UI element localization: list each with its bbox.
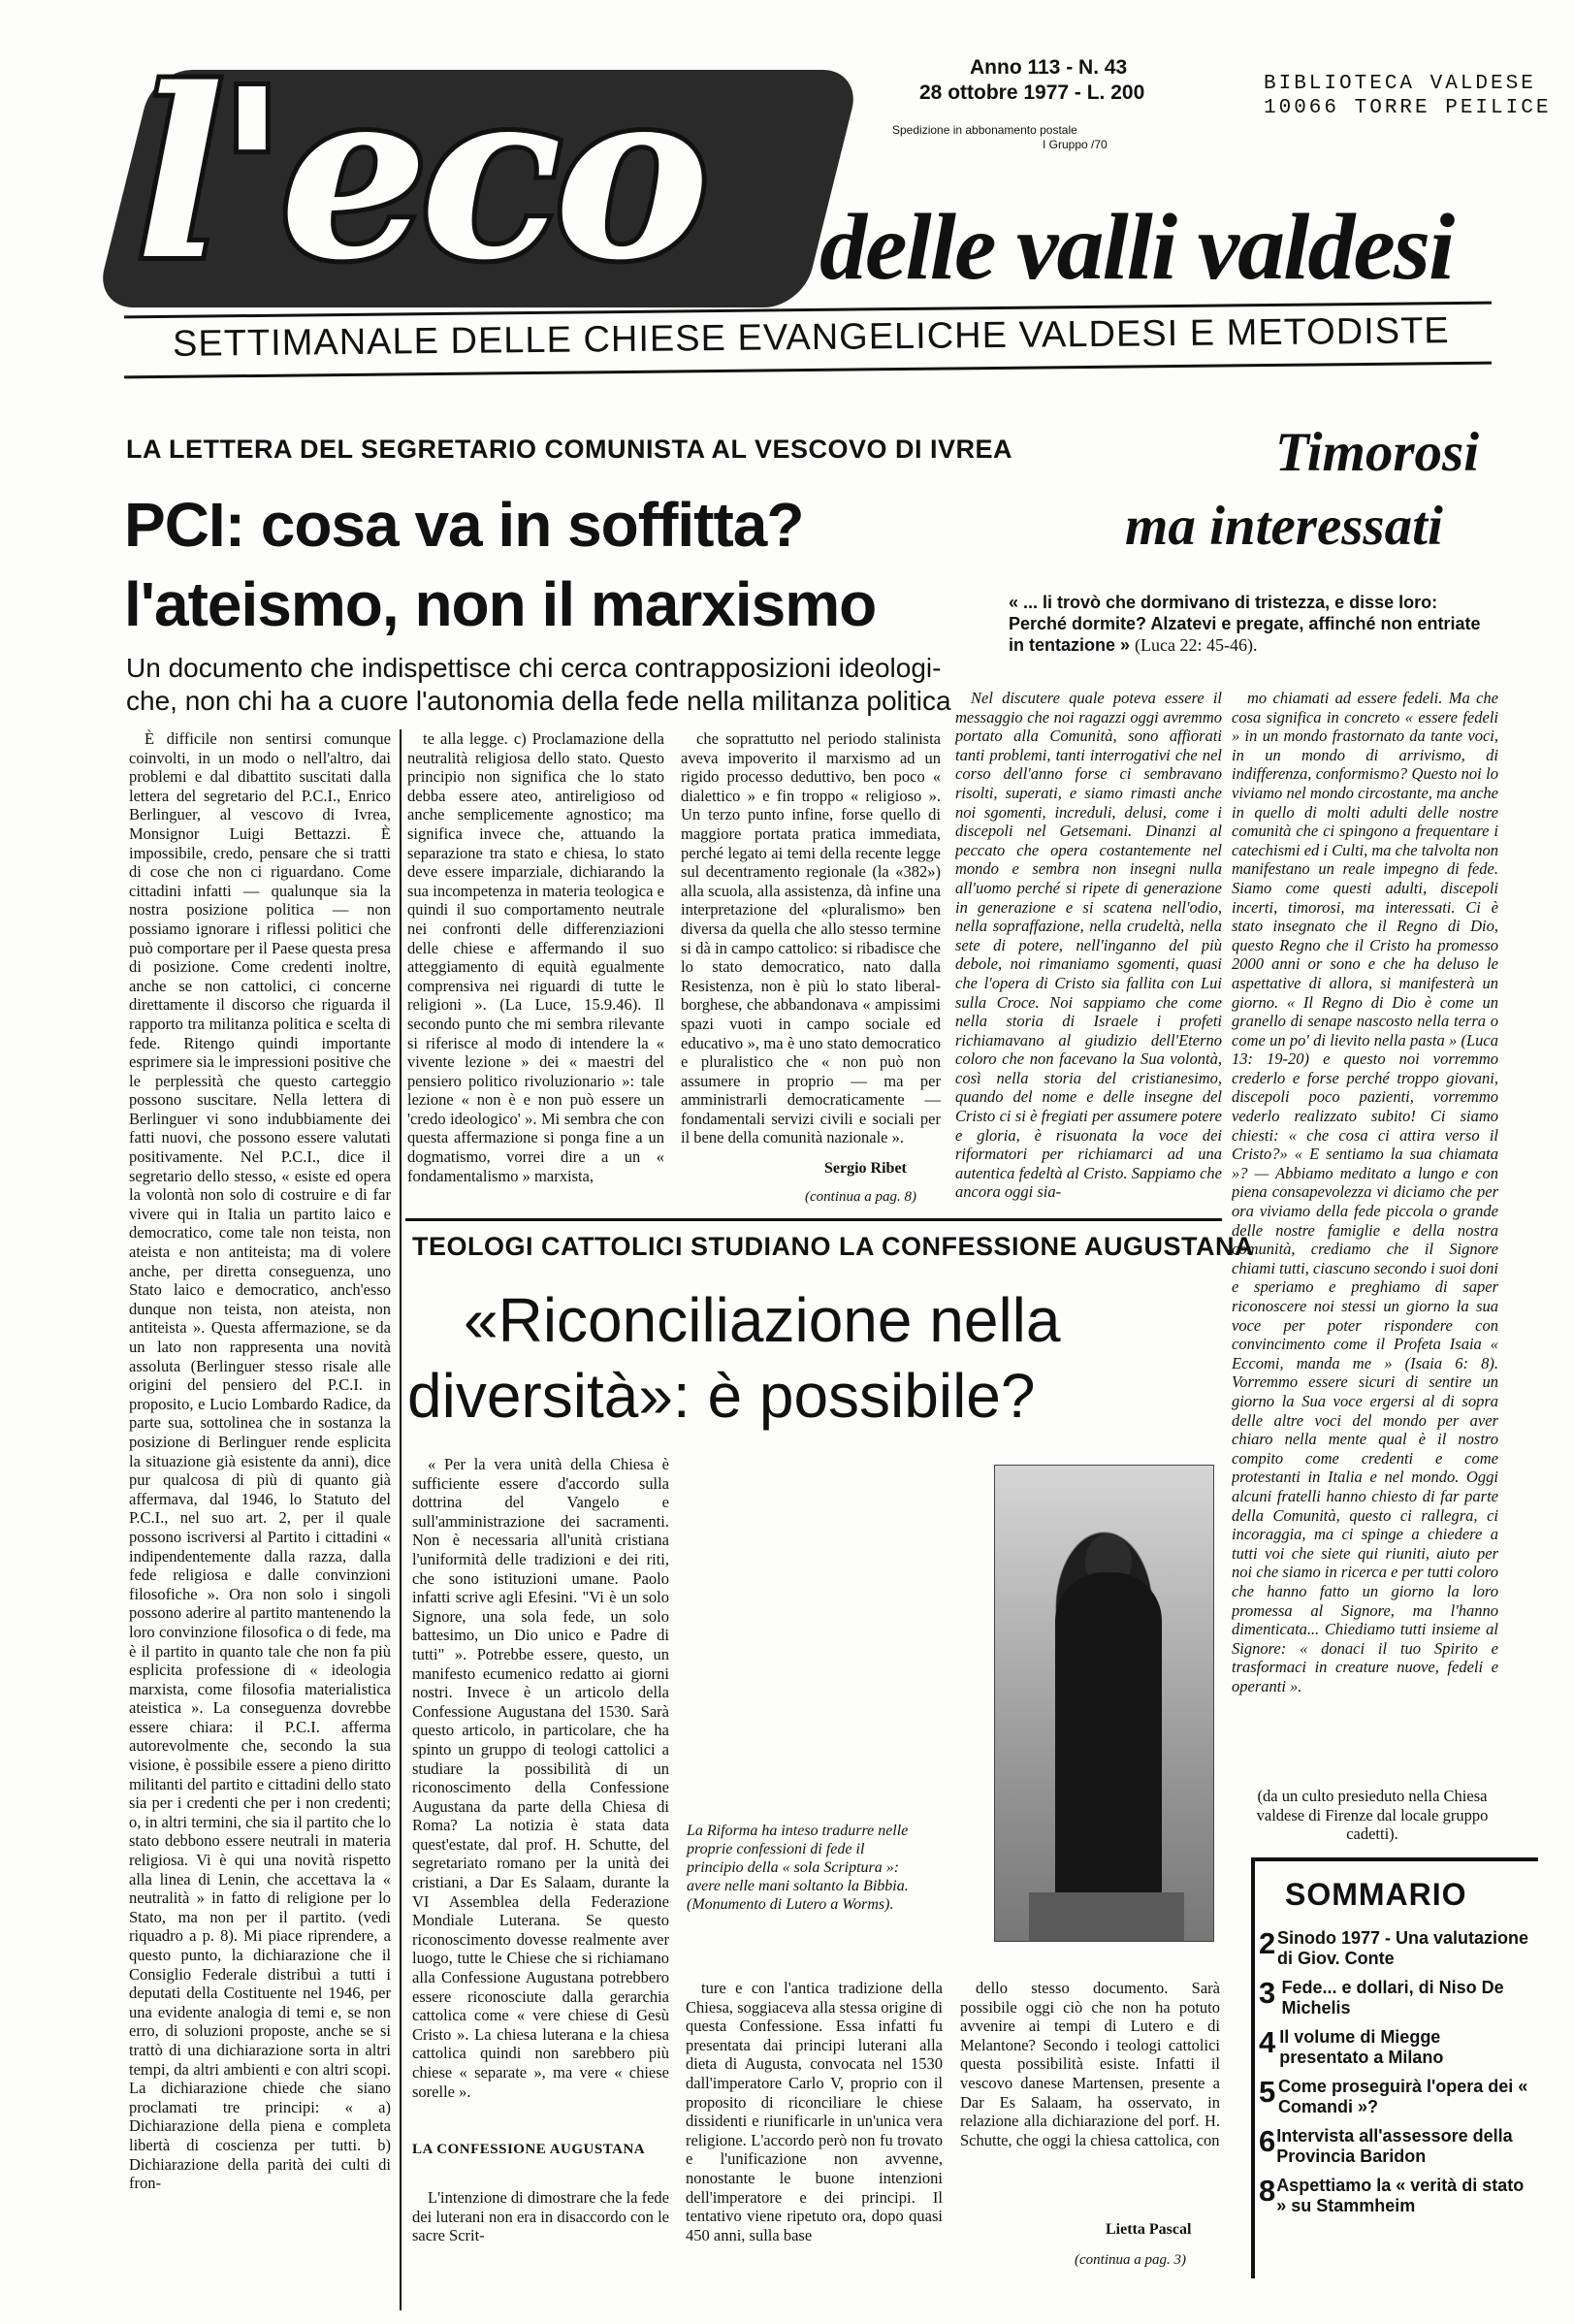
sommario-item[interactable] [1259,2077,1530,2117]
article2-subhead: LA CONFESSIONE AUGUSTANA [412,2142,646,2157]
sommario-item-text: Intervista all'assessore della Provincia Baridon [1276,2126,1513,2166]
article1-column3 [681,729,941,1148]
article2-headline-line1: «Riconciliazione nella [464,1285,1061,1355]
sommario-page-number: 6 [1259,2124,1276,2158]
editorial-title-line1: Timorosi [1275,422,1480,483]
article1-continued: (continua a pag. 8) [805,1189,916,1205]
sommario-item[interactable] [1259,2027,1530,2068]
article1-signature: Sergio Ribet [824,1160,907,1177]
article2-column3 [960,1979,1220,2211]
library-stamp-line2: 10066 TORRE PEILICE [1264,97,1552,119]
article1-column1 [129,729,391,2310]
article2-signature: Lietta Pascal [1106,2221,1192,2238]
article1-column2 [407,729,664,1210]
sommario-item-text: Fede... e dollari, di Niso De Michelis [1281,1978,1504,2017]
editorial-epigraph-text: « ... li trovò che dormivano di tristezza, e disse loro: Perché dormite? Alzatevi e pregate, affinché non entriate in tentazione » [1009,593,1481,655]
editorial-epigraph-ref: (Luca 22: 45-46). [1135,635,1258,655]
photo-caption: La Riforma ha inteso tradurre nelle proprie confessioni di fede il principio della « sola Scriptura »: avere nelle mani soltanto la Bibbia. (Monumento di Lutero a Worms). [687,1823,909,1913]
sommario-item[interactable] [1259,2126,1530,2167]
article2-column1-text: « Per la vera unità della Chiesa è sufficiente essere d'accordo sulla dottrina del Vangelo e sull'amministrazione dei sacramenti. Non è necessaria all'unità cristiana l'uniformità delle tradizioni e dei riti, che sono istituzioni umane. Paolo infatti scrive agli Efesini. "Vi è un solo Signore, una sola fede, un solo battesimo, un Dio unico e Padre di tutti" ». Potrebbe essere, questo, un manifesto ecumenico redatto ai giorni nostri. Invece è un articolo della Confessione Augustana del 1530. Sarà questo articolo, in particolare, che ha spinto un gruppo di teologi cattolici a studiare la possibilità di un riconoscimento della Confessione Augustana da parte della Chiesa di Roma? La notizia è stata data quest'estate, dal prof. H. Schutte, del segretariato romano per la unità dei cristiani, a Dar Es Salaam, durante la VI Assemblea della Federazione Mondiale Luterana. Se questo riconoscimento dovesse realmente aver luogo, tutte le Chiese che si richiamano alla Confessione Augustana potrebbero essere riconosciute dalla gerarchia cattolica come « vere chiese di Gesù Cristo ». La chiesa luterana e la chiesa cattolica quindi non sarebbero più chiese « separate », ma vere « chiese sorelle ». [412,1455,669,2101]
sommario-item[interactable] [1259,1928,1530,1969]
editorial-title-line2: ma interessati [1125,496,1443,557]
statue-pedestal [1029,1892,1184,1941]
library-stamp-line1: BIBLIOTECA VALDESE [1264,73,1536,95]
masthead-rule-bottom [124,362,1492,379]
sommario-item[interactable] [1259,2176,1530,2216]
editorial-footer: (da un culto presieduto nella Chiesa valdese di Firenze dal locale gruppo cadetti). [1256,1787,1489,1844]
article1-column2-text: te alla legge. c) Proclamazione della neutralità religiosa dello stato. Questo principio non significa che lo stato debba essere ateo, antireligioso od anche semplicemente agnostico; ma significa invece che, attuando la separazione tra stato e chiesa, lo stato deve essere imparziale, dichiarando la sua incompetenza in materia teologica e quindi il suo comportamento neutrale nei confronti delle differenziazioni delle chiese e affermando il suo atteggiamento di equità egualmente comprensiva nei riguardi di tutte le religioni ». (La Luce, 15.9.46). Il secondo punto che mi sembra rilevante si riferisce al modo di intendere la « vivente lezione » dei « maestri del pensiero politico rivoluzionario »: tale lezione « non è e non può essere un 'credo ideologico' ». Mi sembra che con questa affermazione si ponga fine a un dogmatismo, vorrei dire a un « fondamentalismo » marxista, [407,729,664,1185]
statue-figure [1055,1572,1162,1902]
article2-headline-line2: diversità»: è possibile? [407,1361,1036,1431]
sommario-page-number: 8 [1259,2174,1276,2208]
issue-date-price: 28 ottobre 1977 - L. 200 [919,81,1145,104]
masthead-logo: l'eco [136,38,702,311]
luther-monument-photo [994,1465,1214,1942]
article1-column3-text: che soprattutto nel periodo stalinista aveva impoverito il marxismo ad un rigido processo deduttivo, ben poco « dialettico » e fin troppo « religioso ». Un terzo punto infine, forse quello di maggiore portata pratica immediata, perché legato ai temi della recente legge sul decentramento regionale (la «382») alla scuola, alla assistenza, dà infine una interpretazione del «pluralismo» ben diversa da quella che allo stesso termine si dà in campo cattolico: si ribadisce che lo stato democratico, nato dalla Resistenza, non è più lo stato liberal-borghese, che abbandonava « ampissimi spazi vuoti in campo sociale ed educativo », ma è uno stato democratico e pluralistico che « non può non assumere in proprio — ma per amministrarli democraticamente — fondamentali servizi civili e sociali per il bene della comunità nazionale ». [681,729,941,1147]
sommario-page-number: 4 [1259,2025,1276,2059]
issue-number: Anno 113 - N. 43 [970,56,1128,79]
weekly-tagline: SETTIMANALE DELLE CHIESE EVANGELICHE VALDESI E METODISTE [172,310,1450,365]
article1-kicker: LA LETTERA DEL SEGRETARIO COMUNISTA AL VESCOVO DI IVREA [126,435,1013,464]
article2-column2-text: ture e con l'antica tradizione della Chiesa, soggiaceva alla stessa origine di questa Confessione. Essa infatti fu presentata dai principi luterani alla dieta di Augusta, convocata nel 1530 dall'imperatore Carlo V, proprio con il proposito di riconciliare le chiese dissidenti e riunificarle in un'unica vera religione. L'accordo però non fu trovato e l'unificazione non avvenne, nonostante le buone intenzioni dell'imperatore e dei principi. Il tentativo viene ripetuto ora, dopo quasi 450 anni, sulla base [686,1979,943,2244]
postal-note: Spedizione in abbonamento postale [892,123,1077,137]
editorial-column2 [1232,689,1498,1785]
article2-column1b [412,2188,669,2266]
article2-column2 [686,1979,943,2270]
sommario-list [1259,1928,1530,2225]
editorial-epigraph [1009,592,1498,656]
sommario-item-text: Aspettiamo la « verità di stato » su Stammheim [1276,2176,1525,2215]
sommario-page-number: 3 [1259,1976,1276,2010]
postal-group: I Gruppo /70 [1043,138,1108,151]
article1-deck-line2: che, non chi ha a cuore l'autonomia della fede nella militanza politica [126,686,951,716]
editorial-column1-text: Nel discutere quale poteva essere il messaggio che noi ragazzi oggi avremmo portato alla Comunità, sono affiorati tanti problemi, tanti interrogativi che nel corso dell'anno forse ci sembravano risolti, superati, e siamo rimasti anche noi sgomenti, increduli, delusi, come i discepoli nel Getsemani. Dinanzi al peccato che opera costantemente nel mondo e sembra non insegni nulla all'uomo perché si ripete di generazione in generazione e si scatena nell'odio, nella sopraffazione, nella crudeltà, nella sete di potere, nell'inganno del più debole, noi rimaniamo sgomenti, quasi che l'opera di Cristo sia fallita con Lui sulla Croce. Noi sappiamo che come nella storia di Israele i profeti richiamavano al giudizio dell'Eterno coloro che non facevano la Sua volontà, così nella storia del cristianesimo, quando del nome e delle insegne del Cristo ci si è fregiati per assumere potere e gloria, è risuonata la voce dei riformatori per richiamarci ad una autentica fedeltà al Cristo. Sappiamo che ancora oggi sia- [955,689,1222,1202]
column-divider [400,729,402,2310]
editorial-column1 [955,689,1222,1232]
article2-continued: (continua a pag. 3) [1075,2252,1186,2268]
sommario-item[interactable] [1259,1978,1530,2018]
article1-headline-line2: l'ateismo, non il marxismo [124,569,877,639]
sommario-item-text: Sinodo 1977 - Una valutazione di Giov. Conte [1277,1928,1529,1968]
article2-column1b-text: L'intenzione di dimostrare che la fede dei luterani non era in disaccordo con le sacre Scrit- [412,2188,669,2245]
article1-column1-text: È difficile non sentirsi comunque coinvolti, in un modo o nell'altro, dai problemi e dal dibattito suscitati dalla lettera del segretario del P.C.I., Enrico Berlinguer, al vescovo di Ivrea, Monsignor Luigi Bettazzi. È impossibile, credo, pensare che si tratti di cose che non ci riguardano. Come cittadini infatti — qualunque sia la nostra posizione politica — non possiamo ignorare i riflessi politici che può comportare per il Paese questa presa di posizione. Come credenti inoltre, anche se non cattolici, ci concerne direttamente il discorso che riguarda il rapporto tra militanza politica e scelta di fede. Ritengo quindi importante esprimere sia le impressioni positive che le perplessità che questo carteggio possono suscitare. Nella lettera di Berlinguer vi sono indubbiamente dei fatti nuovi, che possono essere valutati positivamente. Nel P.C.I., dice il segretario dello stesso, « esiste ed opera la volontà non solo di costruire e di far vivere qui in Italia un partito laico e democratico, come tale non teista, non ateista e non antiteista; ma di volere anche, per diretta conseguenza, uno Stato laico e democratico, anch'esso dunque non teista, non ateista, non antiteista ». Questa affermazione, se da un lato non rappresenta una novità assoluta (Berlinguer stesso risale alle origini del pensiero del P.C.I. in proposito, e Lucio Lombardo Radice, da parte sua, sottolinea che in sostanza la posizione di Berlinguer rende esplicita la situazione già esistente da anni), dice pur qualcosa di più di quanto già affermava, dal 1946, lo Statuto del P.C.I., nel suo art. 2, per il quale possono iscriversi al Partito i cittadini « indipendentemente dalla razza, dalla fede religiosa e dalle convinzioni filosofiche ». Ora non solo i singoli possono aderire al partito mantenendo la loro convinzione filosofica o di fede, ma è il partito in quanto tale che non fa più esplicita professione di « ideologia marxista, come filosofia materialistica ateistica ». La conseguenza dovrebbe essere chiara: il P.C.I. afferma autorevolmente che, secondo la sua visione, è possibile essere a pieno diritto militanti del partito e cittadini dello stato sia per i credenti che per i non credenti; o, in altri termini, che sia il partito che lo stato debbono essere neutrali in materia religiosa. Vi è qui una novità rispetto alla linea di Lenin, che accettava la « neutralità » in fatto di religione per lo Stato, ma non per il partito. (vedi riquadro a p. 8). Mi piace riprendere, a questo punto, la dichiarazione che il Consiglio Federale distribuì a tutti i deputati della Costituente nel 1946, per una evidente analogia di temi e, se non erro, di soluzioni proposte, anche se si trattò di una dichiarazione sorta in altri tempi, da altri ambienti e con altri scopi. La dichiarazione chiede che siano proclamati tre principi: « a) Dichiarazione della piena e completa libertà di coscienza per tutti. b) Dichiarazione della parità dei culti di fron- [129,729,391,2193]
editorial-column2-text: mo chiamati ad essere fedeli. Ma che cosa significa in concreto « essere fedeli » in un mondo frastornato da tante voci, in un mondo di arrivismo, di indifferenza, conformismo? Questo noi lo viviamo nel mondo circostante, ma anche in quello di molti adulti delle nostre comunità che ci spingono a frequentare i catechismi ed i Culti, ma che talvolta non manifestano un reale impegno di fede. Siamo come questi adulti, discepoli incerti, timorosi, ma interessati. Ci è stato insegnato che il Regno di Dio, questo Regno che il Cristo ha promesso 2000 anni or sono e che ha deluso le aspettative di allora, si manifesterà un giorno. « Il Regno di Dio è come un granello di senape nascosto nella terra o come un po' di lievito nella pasta » (Luca 13: 19-20) e questo noi vorremmo crederlo e forse perché troppo giovani, discepoli poco pazienti, vorremmo vederlo realizzato subito! Ci siamo chiesti: « che cosa ci attira verso il Cristo?» « E sentiamo la sua chiamata »? — Abbiamo meditato a lungo e con piena consapevolezza vi diciamo che per ora viviamo della fede piccola o grande delle nostre famiglie e della nostra comunità, crediamo che il Signore chiami tutti, ciascuno secondo i suoi doni e speriamo e preghiamo di saper riconoscere noi stessi un giorno la sua voce per poter rispondere con convincimento come il Profeta Isaia « Eccomi, manda me » (Isaia 6: 8). Vorremmo essere sicuri di sentire un giorno la Sua voce ergersi al di sopra delle altre voci del mondo per aver chiaro nella mente qual è il nostro compito come credenti e come protestanti in Italia e nel mondo. Oggi alcuni fratelli hanno chiesto di far parte della Comunità, questo ci rallegra, ci incoraggia, ma ci spinge a chiedere a tutti voi che siete qui riuniti, aiuto per noi che siamo in ricerca e per tutti coloro che hanno fatto un giorno la loro promessa al Signore, ma l'hanno dimenticata... Chiediamo tutti insieme al Signore: « donaci il tuo Spirito e trasformaci in creature nuove, fedeli e operanti ». [1232,689,1498,1695]
sommario-page-number: 5 [1259,2075,1276,2109]
masthead-subtitle: delle valli valdesi [819,195,1454,300]
article2-rule [405,1218,1222,1221]
sommario-item-text: Il volume di Miegge presentato a Milano [1279,2027,1444,2067]
article2-column3-text: dello stesso documento. Sarà possibile oggi ciò che non ha potuto avvenire ai tempi di Lutero e di Melantone? Secondo i teologi cattolici questa possibilità esiste. Infatti il vescovo danese Martensen, presente a Dar Es Salaam, ha osservato, in relazione alla dichiarazione del porf. H. Schutte, che oggi la chiesa cattolica, con [960,1979,1220,2149]
sommario-item-text: Come proseguirà l'opera dei « Comandi »? [1277,2077,1528,2116]
article2-kicker: TEOLOGI CATTOLICI STUDIANO LA CONFESSIONE AUGUSTANA [412,1232,1254,1261]
sommario-title: SOMMARIO [1285,1877,1467,1912]
article2-column1 [412,1455,669,2134]
sommario-page-number: 2 [1259,1926,1276,1960]
article1-deck-line1: Un documento che indispettisce chi cerca contrapposizioni ideologi- [126,653,942,683]
article1-headline-line1: PCI: cosa va in soffitta? [124,490,804,560]
